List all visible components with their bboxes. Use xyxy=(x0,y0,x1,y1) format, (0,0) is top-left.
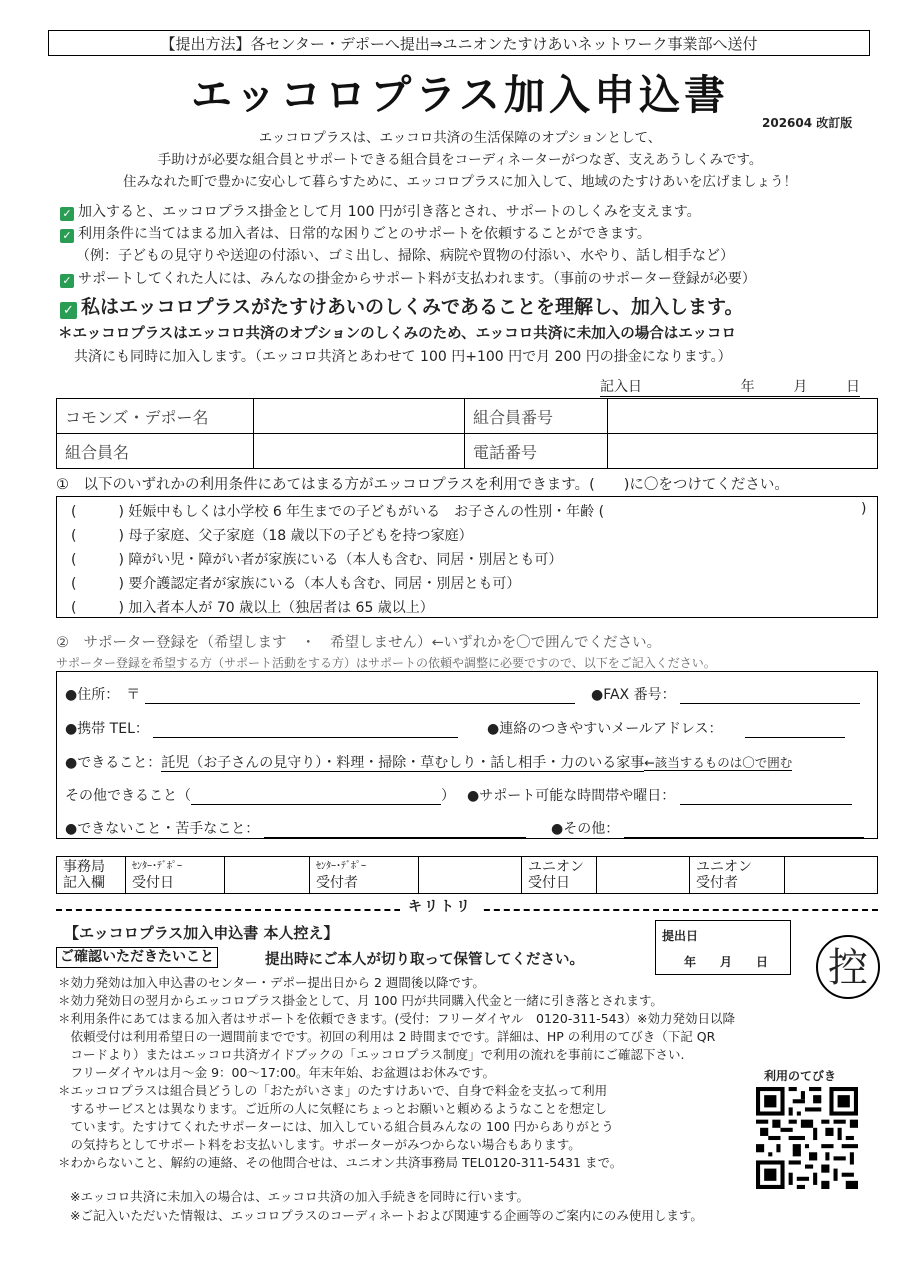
email-field[interactable] xyxy=(745,723,845,738)
intro-line-1: エッコロプラスは、エッコロ共済の生活保障のオプションとして、 xyxy=(258,130,662,146)
footer-1: ※エッコロ共済に未加入の場合は、エッコロ共済の加入手続きを同時に行います。 xyxy=(70,1189,529,1204)
check-item-3: ✓ サポートしてくれた人には、みんなの掛金からサポート料が支払われます。（事前のサポーター登録が必要） xyxy=(60,268,756,288)
member-name-field[interactable] xyxy=(254,434,465,469)
address-row xyxy=(65,684,575,704)
member-name-label: 組合員名 xyxy=(57,434,254,469)
union-receiver-label: ユニオン 受付者 xyxy=(690,857,785,894)
mobile-field[interactable] xyxy=(153,723,458,738)
check-item-2: ✓ 利用条件に当てはまる加入者は、日常的な困りごとのサポートを依頼することができます。 xyxy=(60,223,651,243)
cannot-do-row xyxy=(65,818,526,838)
available-time-field[interactable] xyxy=(680,790,852,805)
other-can-do-field[interactable] xyxy=(191,790,441,805)
checkmark-icon: ✓ xyxy=(60,274,74,288)
note-7: ＊エッコロプラスは組合員どうしの「おたがいさま」のたすけあいで、自身で料金を支払って利用 xyxy=(58,1083,608,1098)
condition-close-paren: ) xyxy=(861,501,867,517)
other-field[interactable] xyxy=(624,823,864,838)
confirm-label: ご確認いただきたいこと xyxy=(56,947,218,968)
entry-date-month: 月 xyxy=(793,379,808,395)
qr-code-icon[interactable] xyxy=(756,1087,858,1189)
office-table xyxy=(56,856,878,894)
available-time-row xyxy=(467,785,852,805)
center-received-date-label: ｾﾝﾀｰ･ﾃﾞﾎﾟｰ 受付日 xyxy=(126,857,225,894)
address-field[interactable] xyxy=(145,689,575,704)
center-received-date-field[interactable] xyxy=(225,857,310,894)
fax-label: ●FAX 番号： xyxy=(591,687,676,703)
union-received-date-label: ユニオン 受付日 xyxy=(522,857,597,894)
center-receiver-field[interactable] xyxy=(419,857,522,894)
commons-depot-field[interactable] xyxy=(254,399,465,434)
submit-date-ymd: 年 月 日 xyxy=(684,955,769,969)
condition-care[interactable]: ( ) 要介護認定者が家族にいる（本人も含む、同居・別居とも可） xyxy=(71,576,521,592)
phone-number-field[interactable] xyxy=(608,434,878,469)
member-number-field[interactable] xyxy=(608,399,878,434)
cannot-do-label: ●できないこと・苦手なこと： xyxy=(65,821,260,837)
copy-seal-icon: 控 xyxy=(816,935,880,999)
note-6: フリーダイヤルは月～金 9：00～17:00。年末年始、お盆週はお休みです。 xyxy=(58,1065,495,1080)
union-received-date-field[interactable] xyxy=(597,857,690,894)
condition-disability[interactable]: ( ) 障がい児・障がい者が家族にいる（本人も含む、同居・別居とも可） xyxy=(71,552,563,568)
note-8: するサービスとは異なります。ご近所の人に気軽にちょっとお願いと頼めるようなことを想定し xyxy=(58,1101,608,1116)
other-can-do-row: その他できること（ ） xyxy=(65,788,455,804)
checkmark-icon: ✓ xyxy=(60,302,77,319)
form-title: エッコロプラス加入申込書 xyxy=(191,71,729,119)
address-label: ●住所： 〒 xyxy=(65,687,141,703)
condition-elderly[interactable]: ( ) 加入者本人が 70 歳以上（独居者は 65 歳以上） xyxy=(71,600,434,616)
submit-date-box xyxy=(655,920,791,975)
check-item-1: ✓ 加入すると、エッコロプラス掛金として月 100 円が引き落とされ、サポートのしくみを支えます。 xyxy=(60,201,701,221)
note-11: ＊わからないこと、解約の連絡、その他問合せは、ユニオン共済事務局 TEL0120-311-5431 まで。 xyxy=(58,1155,623,1170)
footer-2: ※ご記入いただいた情報は、エッコロプラスのコーディネートおよび関連する企画等のご案内にのみ使用します。 xyxy=(70,1208,703,1223)
note-4: 依頼受付は利用希望日の一週間前までです。初回の利用は 2 時間までです。詳細は、HP の利用のてびき（下記 QR xyxy=(58,1029,716,1044)
other-can-do-label: その他できること（ xyxy=(65,788,191,804)
fax-field[interactable] xyxy=(680,689,860,704)
supporter-box xyxy=(56,671,878,839)
condition-single-parent[interactable]: ( ) 母子家庭、父子家庭（18 歳以下の子どもを持つ家庭） xyxy=(71,528,473,544)
entry-date-label: 記入日 xyxy=(600,379,642,395)
commons-depot-label: コモンズ・デポー名 xyxy=(57,399,254,434)
notice-line-2: 共済にも同時に加入します。（エッコロ共済とあわせて 100 円+100 円で月 200 円の掛金になります。） xyxy=(74,349,732,365)
can-do-items[interactable]: 託児（お子さんの見守り）・料理・掃除・草むしり・話し相手・力のいる家事 xyxy=(161,755,645,771)
can-do-row xyxy=(65,752,792,772)
note-2: ＊効力発効日の翌月からエッコロプラス掛金として、月 100 円が共同購入代金と一緒に引き落とされます。 xyxy=(58,993,663,1008)
cut-label: キリトリ xyxy=(400,896,480,916)
check-item-example: （例：子どもの見守りや送迎の付添い、ゴミ出し、掃除、病院や買物の付添い、水やり、話し相手など） xyxy=(76,248,734,264)
member-number-label: 組合員番号 xyxy=(465,399,608,434)
entry-date-day: 日 xyxy=(845,379,860,395)
mobile-label: ●携帯 TEL： xyxy=(65,721,149,737)
center-receiver-label: ｾﾝﾀｰ･ﾃﾞﾎﾟｰ 受付者 xyxy=(310,857,419,894)
cannot-do-field[interactable] xyxy=(264,823,526,838)
note-5: コードより）またはエッコロ共済ガイドブックの「エッコロプラス制度」で利用の流れを事前にご確認下さい. xyxy=(58,1047,685,1062)
can-do-hint: ←該当するものは〇で囲む xyxy=(644,755,793,770)
available-time-label: ●サポート可能な時間帯や曜日： xyxy=(467,788,676,804)
submit-date-label: 提出日 xyxy=(662,929,699,943)
conditions-box xyxy=(56,496,878,618)
can-do-label: ●できること： xyxy=(65,755,162,771)
confirm-note: 提出時にご本人が切り取って保管してください。 xyxy=(265,952,584,968)
section1-title: ① 以下のいずれかの利用条件にあてはまる方がエッコロプラスを利用できます。( )に〇をつけてください。 xyxy=(56,477,789,493)
member-info-table xyxy=(56,398,878,469)
email-row xyxy=(487,718,845,738)
entry-date-year: 年 xyxy=(740,379,755,395)
office-label: 事務局 記入欄 xyxy=(57,857,126,894)
note-10: の気持ちとしてサポート料をお支払いします。サポーターがみつからない場合もあります。 xyxy=(58,1137,581,1152)
copy-title: 【エッコロプラス加入申込書 本人控え】 xyxy=(64,924,339,942)
email-label: ●連絡のつきやすいメールアドレス： xyxy=(487,721,723,737)
other-row xyxy=(551,818,864,838)
submit-method-text: 【提出方法】各センター・デポーへ提出⇒ユニオンたすけあいネットワーク事業部へ送付 xyxy=(160,35,758,53)
union-receiver-field[interactable] xyxy=(785,857,878,894)
intro-line-2: 手助けが必要な組合員とサポートできる組合員をコーディネーターがつなぎ、支えあうしくみです。 xyxy=(157,152,763,168)
notice-line-1: ＊エッコロプラスはエッコロ共済のオプションのしくみのため、エッコロ共済に未加入の場合はエッコロ xyxy=(58,326,737,342)
note-9: ています。たすけてくれたサポーターには、加入している組合員みんなの 100 円からありがとう xyxy=(58,1119,614,1134)
section2-title: ② サポーター登録を（希望します ・ 希望しません）←いずれかを〇で囲んでください。 xyxy=(56,635,662,651)
phone-number-label: 電話番号 xyxy=(465,434,608,469)
note-3: ＊利用条件にあてはまる加入者はサポートを依頼できます。(受付：フリーダイヤル 0120-311-543）※効力発効日以降 xyxy=(58,1011,736,1026)
declaration: ✓ 私はエッコロプラスがたすけあいのしくみであることを理解し、加入します。 xyxy=(60,292,744,319)
checkmark-icon: ✓ xyxy=(60,207,74,221)
version-label: 202604 改訂版 xyxy=(762,116,853,130)
qr-label: 利用のてびき xyxy=(764,1069,837,1083)
entry-date xyxy=(600,376,860,397)
condition-pregnant-child[interactable]: ( ) 妊娠中もしくは小学校 6 年生までの子どもがいる お子さんの性別・年齢 ( xyxy=(71,504,605,520)
submit-method-box xyxy=(48,30,870,56)
section2-subtitle: サポーター登録を希望する方（サポート活動をする方）はサポートの依頼や調整に必要ですので、以下をご記入ください。 xyxy=(56,656,716,670)
note-1: ＊効力発効は加入申込書のセンター・デポー提出日から 2 週間後以降です。 xyxy=(58,975,485,990)
other-label: ●その他： xyxy=(551,821,620,837)
intro-line-3: 住みなれた町で豊かに安心して暮らすために、エッコロプラスに加入して、地域のたすけあいを広げましょう！ xyxy=(122,174,798,190)
checkmark-icon: ✓ xyxy=(60,229,74,243)
mobile-row xyxy=(65,718,458,738)
fax-row xyxy=(591,684,860,704)
